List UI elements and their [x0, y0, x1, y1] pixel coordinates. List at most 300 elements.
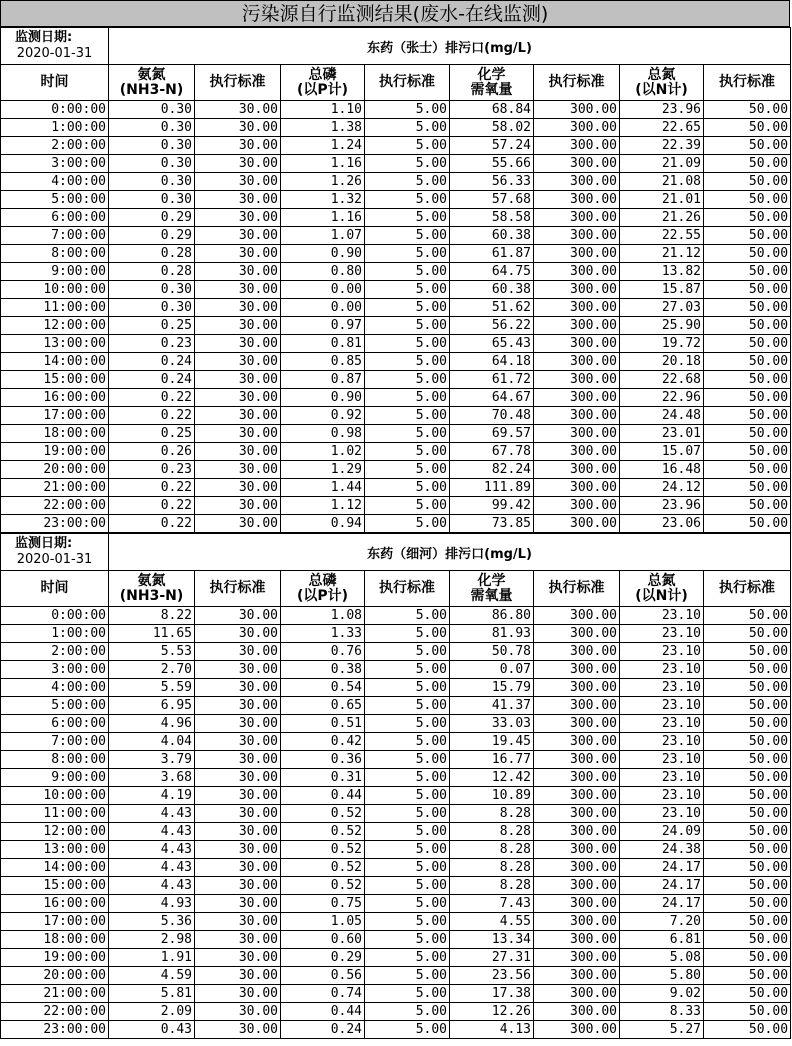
table-row — [1, 407, 791, 425]
value-cell: 50.00 — [704, 787, 791, 805]
value-cell: 60.38 — [450, 281, 534, 299]
value-cell: 15.07 — [620, 443, 704, 461]
value-cell: 0.81 — [281, 335, 365, 353]
time-cell: 15:00:00 — [1, 877, 109, 895]
column-header — [281, 65, 365, 101]
time-cell: 19:00:00 — [1, 949, 109, 967]
time-cell: 21:00:00 — [1, 479, 109, 497]
table-row — [1, 425, 791, 443]
sections-container — [0, 27, 790, 1039]
column-header — [620, 65, 704, 101]
value-cell: 300.00 — [534, 425, 620, 443]
value-cell: 4.19 — [109, 787, 195, 805]
value-cell: 50.00 — [704, 1021, 791, 1039]
value-cell: 0.25 — [109, 425, 195, 443]
table-row — [1, 263, 791, 281]
value-cell: 4.59 — [109, 967, 195, 985]
value-cell: 8.28 — [450, 841, 534, 859]
value-cell: 23.10 — [620, 607, 704, 625]
value-cell: 300.00 — [534, 787, 620, 805]
value-cell: 7.20 — [620, 913, 704, 931]
value-cell: 300.00 — [534, 407, 620, 425]
value-cell: 0.25 — [109, 317, 195, 335]
column-header-line: 执行标准 — [379, 580, 435, 596]
column-header-line: 总磷 — [308, 66, 337, 83]
time-cell: 14:00:00 — [1, 859, 109, 877]
value-cell: 1.44 — [281, 479, 365, 497]
time-cell: 2:00:00 — [1, 643, 109, 661]
value-cell: 5.00 — [365, 949, 450, 967]
value-cell: 8.33 — [620, 1003, 704, 1021]
value-cell: 0.24 — [109, 353, 195, 371]
value-cell: 56.33 — [450, 173, 534, 191]
value-cell: 50.00 — [704, 625, 791, 643]
value-cell: 50.00 — [704, 227, 791, 245]
value-cell: 50.00 — [704, 245, 791, 263]
section-table — [0, 533, 791, 1039]
value-cell: 5.00 — [365, 119, 450, 137]
value-cell: 17.38 — [450, 985, 534, 1003]
value-cell: 0.74 — [281, 985, 365, 1003]
column-header-line: 执行标准 — [209, 580, 266, 596]
value-cell: 21.08 — [620, 173, 704, 191]
value-cell: 5.00 — [365, 155, 450, 173]
value-cell: 5.00 — [365, 625, 450, 643]
value-cell: 22.96 — [620, 389, 704, 407]
value-cell: 5.00 — [365, 931, 450, 949]
value-cell: 15.87 — [620, 281, 704, 299]
time-cell: 23:00:00 — [1, 515, 109, 533]
time-cell: 13:00:00 — [1, 335, 109, 353]
value-cell: 300.00 — [534, 697, 620, 715]
value-cell: 0.60 — [281, 931, 365, 949]
value-cell: 30.00 — [195, 787, 281, 805]
value-cell: 86.80 — [450, 607, 534, 625]
value-cell: 111.89 — [450, 479, 534, 497]
time-cell: 13:00:00 — [1, 841, 109, 859]
value-cell: 5.00 — [365, 715, 450, 733]
value-cell: 4.96 — [109, 715, 195, 733]
value-cell: 9.02 — [620, 985, 704, 1003]
value-cell: 0.65 — [281, 697, 365, 715]
value-cell: 30.00 — [195, 443, 281, 461]
table-row — [1, 317, 791, 335]
value-cell: 50.00 — [704, 877, 791, 895]
value-cell: 24.12 — [620, 479, 704, 497]
value-cell: 30.00 — [195, 119, 281, 137]
column-header-line: 氨氮 — [137, 572, 166, 589]
column-header — [450, 65, 534, 101]
value-cell: 5.00 — [365, 389, 450, 407]
value-cell: 19.72 — [620, 335, 704, 353]
value-cell: 0.98 — [281, 425, 365, 443]
value-cell: 30.00 — [195, 155, 281, 173]
value-cell: 5.00 — [365, 733, 450, 751]
value-cell: 60.38 — [450, 227, 534, 245]
value-cell: 300.00 — [534, 173, 620, 191]
value-cell: 50.00 — [704, 715, 791, 733]
value-cell: 1.91 — [109, 949, 195, 967]
value-cell: 5.00 — [365, 697, 450, 715]
value-cell: 5.00 — [365, 823, 450, 841]
value-cell: 30.00 — [195, 263, 281, 281]
column-header-line: 执行标准 — [379, 74, 435, 90]
value-cell: 0.36 — [281, 751, 365, 769]
value-cell: 300.00 — [534, 191, 620, 209]
value-cell: 300.00 — [534, 299, 620, 317]
value-cell: 0.92 — [281, 407, 365, 425]
value-cell: 50.00 — [704, 643, 791, 661]
table-row — [1, 679, 791, 697]
column-header — [365, 65, 450, 101]
time-cell: 4:00:00 — [1, 679, 109, 697]
table-row — [1, 697, 791, 715]
value-cell: 5.00 — [365, 425, 450, 443]
table-row — [1, 967, 791, 985]
value-cell: 12.26 — [450, 1003, 534, 1021]
value-cell: 30.00 — [195, 895, 281, 913]
value-cell: 5.00 — [365, 209, 450, 227]
value-cell: 1.33 — [281, 625, 365, 643]
value-cell: 30.00 — [195, 407, 281, 425]
value-cell: 1.32 — [281, 191, 365, 209]
value-cell: 50.00 — [704, 371, 791, 389]
column-header — [450, 571, 534, 607]
value-cell: 55.66 — [450, 155, 534, 173]
value-cell: 50.00 — [704, 299, 791, 317]
value-cell: 300.00 — [534, 353, 620, 371]
value-cell: 300.00 — [534, 859, 620, 877]
value-cell: 2.98 — [109, 931, 195, 949]
value-cell: 50.00 — [704, 805, 791, 823]
column-header-line: 氨氮 — [137, 66, 166, 83]
value-cell: 50.00 — [704, 823, 791, 841]
value-cell: 300.00 — [534, 625, 620, 643]
time-cell: 20:00:00 — [1, 967, 109, 985]
value-cell: 30.00 — [195, 679, 281, 697]
value-cell: 5.00 — [365, 751, 450, 769]
value-cell: 0.52 — [281, 859, 365, 877]
time-cell: 23:00:00 — [1, 1021, 109, 1039]
value-cell: 5.36 — [109, 913, 195, 931]
time-cell: 22:00:00 — [1, 1003, 109, 1021]
table-row — [1, 787, 791, 805]
value-cell: 30.00 — [195, 823, 281, 841]
value-cell: 0.52 — [281, 823, 365, 841]
value-cell: 300.00 — [534, 515, 620, 533]
section-header-row — [1, 28, 791, 65]
value-cell: 23.10 — [620, 751, 704, 769]
column-header-line: 需氧量 — [470, 587, 513, 604]
value-cell: 300.00 — [534, 607, 620, 625]
column-header — [195, 65, 281, 101]
value-cell: 30.00 — [195, 985, 281, 1003]
value-cell: 1.02 — [281, 443, 365, 461]
value-cell: 30.00 — [195, 389, 281, 407]
value-cell: 0.44 — [281, 1003, 365, 1021]
value-cell: 5.00 — [365, 245, 450, 263]
value-cell: 50.00 — [704, 281, 791, 299]
value-cell: 50.00 — [704, 895, 791, 913]
value-cell: 300.00 — [534, 715, 620, 733]
monitor-date-value: 2020-01-31 — [16, 46, 93, 61]
value-cell: 5.00 — [365, 895, 450, 913]
value-cell: 50.00 — [704, 425, 791, 443]
value-cell: 30.00 — [195, 967, 281, 985]
monitor-date-value: 2020-01-31 — [16, 552, 93, 567]
value-cell: 22.39 — [620, 137, 704, 155]
value-cell: 5.00 — [365, 607, 450, 625]
time-cell: 5:00:00 — [1, 697, 109, 715]
table-row — [1, 1003, 791, 1021]
value-cell: 0.85 — [281, 353, 365, 371]
value-cell: 50.00 — [704, 913, 791, 931]
value-cell: 300.00 — [534, 931, 620, 949]
value-cell: 50.00 — [704, 931, 791, 949]
time-cell: 20:00:00 — [1, 461, 109, 479]
value-cell: 0.00 — [281, 299, 365, 317]
value-cell: 300.00 — [534, 895, 620, 913]
value-cell: 65.43 — [450, 335, 534, 353]
value-cell: 5.00 — [365, 227, 450, 245]
value-cell: 300.00 — [534, 245, 620, 263]
value-cell: 6.95 — [109, 697, 195, 715]
time-cell: 11:00:00 — [1, 299, 109, 317]
value-cell: 5.00 — [365, 281, 450, 299]
value-cell: 21.09 — [620, 155, 704, 173]
value-cell: 1.07 — [281, 227, 365, 245]
value-cell: 0.30 — [109, 137, 195, 155]
value-cell: 300.00 — [534, 443, 620, 461]
value-cell: 21.01 — [620, 191, 704, 209]
value-cell: 300.00 — [534, 281, 620, 299]
value-cell: 50.00 — [704, 859, 791, 877]
column-header-line: 执行标准 — [548, 74, 605, 90]
value-cell: 0.22 — [109, 515, 195, 533]
value-cell: 23.10 — [620, 697, 704, 715]
value-cell: 1.08 — [281, 607, 365, 625]
value-cell: 300.00 — [534, 805, 620, 823]
value-cell: 5.08 — [620, 949, 704, 967]
table-row — [1, 895, 791, 913]
value-cell: 300.00 — [534, 949, 620, 967]
section-header-row — [1, 534, 791, 571]
value-cell: 300.00 — [534, 1003, 620, 1021]
value-cell: 50.00 — [704, 101, 791, 119]
value-cell: 27.31 — [450, 949, 534, 967]
value-cell: 5.00 — [365, 679, 450, 697]
column-header — [365, 571, 450, 607]
column-header-line: 总氮 — [647, 66, 676, 83]
value-cell: 50.00 — [704, 461, 791, 479]
value-cell: 30.00 — [195, 479, 281, 497]
table-row — [1, 823, 791, 841]
value-cell: 0.29 — [109, 227, 195, 245]
table-row — [1, 515, 791, 533]
column-header-line: 执行标准 — [719, 580, 776, 596]
value-cell: 0.30 — [109, 191, 195, 209]
outlet-name: 东药（细河）排污口(mg/L) — [109, 534, 791, 571]
value-cell: 30.00 — [195, 281, 281, 299]
value-cell: 22.65 — [620, 119, 704, 137]
value-cell: 50.00 — [704, 191, 791, 209]
value-cell: 67.78 — [450, 443, 534, 461]
value-cell: 5.00 — [365, 967, 450, 985]
value-cell: 30.00 — [195, 841, 281, 859]
value-cell: 0.80 — [281, 263, 365, 281]
value-cell: 24.09 — [620, 823, 704, 841]
time-cell: 18:00:00 — [1, 931, 109, 949]
value-cell: 50.00 — [704, 1003, 791, 1021]
column-header-line: (NH3-N) — [119, 587, 184, 604]
value-cell: 23.10 — [620, 805, 704, 823]
value-cell: 5.00 — [365, 371, 450, 389]
value-cell: 50.78 — [450, 643, 534, 661]
column-header-line: 时间 — [40, 580, 69, 596]
value-cell: 23.96 — [620, 101, 704, 119]
value-cell: 0.22 — [109, 479, 195, 497]
table-row — [1, 931, 791, 949]
value-cell: 23.01 — [620, 425, 704, 443]
value-cell: 50.00 — [704, 335, 791, 353]
value-cell: 30.00 — [195, 371, 281, 389]
column-header-line: (以N计) — [635, 81, 688, 98]
value-cell: 23.56 — [450, 967, 534, 985]
table-row — [1, 841, 791, 859]
value-cell: 0.51 — [281, 715, 365, 733]
time-cell: 2:00:00 — [1, 137, 109, 155]
value-cell: 61.72 — [450, 371, 534, 389]
value-cell: 50.00 — [704, 119, 791, 137]
value-cell: 300.00 — [534, 263, 620, 281]
value-cell: 30.00 — [195, 515, 281, 533]
value-cell: 5.00 — [365, 769, 450, 787]
time-cell: 17:00:00 — [1, 913, 109, 931]
value-cell: 30.00 — [195, 1003, 281, 1021]
value-cell: 0.30 — [109, 173, 195, 191]
value-cell: 50.00 — [704, 137, 791, 155]
value-cell: 5.80 — [620, 967, 704, 985]
value-cell: 0.30 — [109, 299, 195, 317]
value-cell: 30.00 — [195, 191, 281, 209]
value-cell: 300.00 — [534, 679, 620, 697]
column-header — [109, 65, 195, 101]
value-cell: 1.24 — [281, 137, 365, 155]
value-cell: 0.52 — [281, 877, 365, 895]
value-cell: 50.00 — [704, 751, 791, 769]
table-row — [1, 227, 791, 245]
table-row — [1, 101, 791, 119]
value-cell: 22.55 — [620, 227, 704, 245]
table-row — [1, 625, 791, 643]
table-row — [1, 353, 791, 371]
monitor-date-cell — [1, 28, 109, 65]
outlet-name: 东药（张士）排污口(mg/L) — [109, 28, 791, 65]
value-cell: 13.82 — [620, 263, 704, 281]
column-header-row — [1, 65, 791, 101]
value-cell: 20.18 — [620, 353, 704, 371]
value-cell: 30.00 — [195, 497, 281, 515]
time-cell: 16:00:00 — [1, 389, 109, 407]
value-cell: 50.00 — [704, 841, 791, 859]
table-row — [1, 859, 791, 877]
time-cell: 3:00:00 — [1, 155, 109, 173]
value-cell: 99.42 — [450, 497, 534, 515]
value-cell: 300.00 — [534, 317, 620, 335]
value-cell: 0.28 — [109, 263, 195, 281]
monitor-date-label: 监测日期: — [15, 536, 73, 551]
value-cell: 64.18 — [450, 353, 534, 371]
time-cell: 7:00:00 — [1, 227, 109, 245]
value-cell: 12.42 — [450, 769, 534, 787]
value-cell: 23.10 — [620, 733, 704, 751]
time-cell: 22:00:00 — [1, 497, 109, 515]
value-cell: 30.00 — [195, 1021, 281, 1039]
value-cell: 50.00 — [704, 607, 791, 625]
time-cell: 19:00:00 — [1, 443, 109, 461]
table-row — [1, 371, 791, 389]
value-cell: 0.22 — [109, 407, 195, 425]
time-cell: 16:00:00 — [1, 895, 109, 913]
value-cell: 5.00 — [365, 101, 450, 119]
table-row — [1, 913, 791, 931]
value-cell: 23.10 — [620, 625, 704, 643]
value-cell: 50.00 — [704, 479, 791, 497]
table-row — [1, 137, 791, 155]
value-cell: 27.03 — [620, 299, 704, 317]
value-cell: 24.17 — [620, 859, 704, 877]
value-cell: 30.00 — [195, 245, 281, 263]
column-header — [534, 65, 620, 101]
value-cell: 30.00 — [195, 643, 281, 661]
value-cell: 13.34 — [450, 931, 534, 949]
value-cell: 0.23 — [109, 461, 195, 479]
value-cell: 5.00 — [365, 461, 450, 479]
value-cell: 50.00 — [704, 173, 791, 191]
value-cell: 5.00 — [365, 805, 450, 823]
value-cell: 5.53 — [109, 643, 195, 661]
value-cell: 30.00 — [195, 931, 281, 949]
value-cell: 0.22 — [109, 389, 195, 407]
value-cell: 1.29 — [281, 461, 365, 479]
value-cell: 300.00 — [534, 913, 620, 931]
value-cell: 30.00 — [195, 877, 281, 895]
time-cell: 1:00:00 — [1, 625, 109, 643]
value-cell: 7.43 — [450, 895, 534, 913]
value-cell: 24.48 — [620, 407, 704, 425]
value-cell: 8.28 — [450, 805, 534, 823]
value-cell: 5.00 — [365, 643, 450, 661]
value-cell: 23.06 — [620, 515, 704, 533]
column-header — [1, 65, 109, 101]
value-cell: 58.58 — [450, 209, 534, 227]
value-cell: 4.43 — [109, 841, 195, 859]
table-row — [1, 877, 791, 895]
time-cell: 8:00:00 — [1, 751, 109, 769]
value-cell: 50.00 — [704, 967, 791, 985]
value-cell: 23.10 — [620, 679, 704, 697]
value-cell: 0.52 — [281, 841, 365, 859]
value-cell: 300.00 — [534, 119, 620, 137]
table-row — [1, 805, 791, 823]
value-cell: 0.30 — [109, 281, 195, 299]
table-row — [1, 661, 791, 679]
value-cell: 8.28 — [450, 877, 534, 895]
value-cell: 0.44 — [281, 787, 365, 805]
value-cell: 2.09 — [109, 1003, 195, 1021]
value-cell: 21.26 — [620, 209, 704, 227]
value-cell: 300.00 — [534, 461, 620, 479]
